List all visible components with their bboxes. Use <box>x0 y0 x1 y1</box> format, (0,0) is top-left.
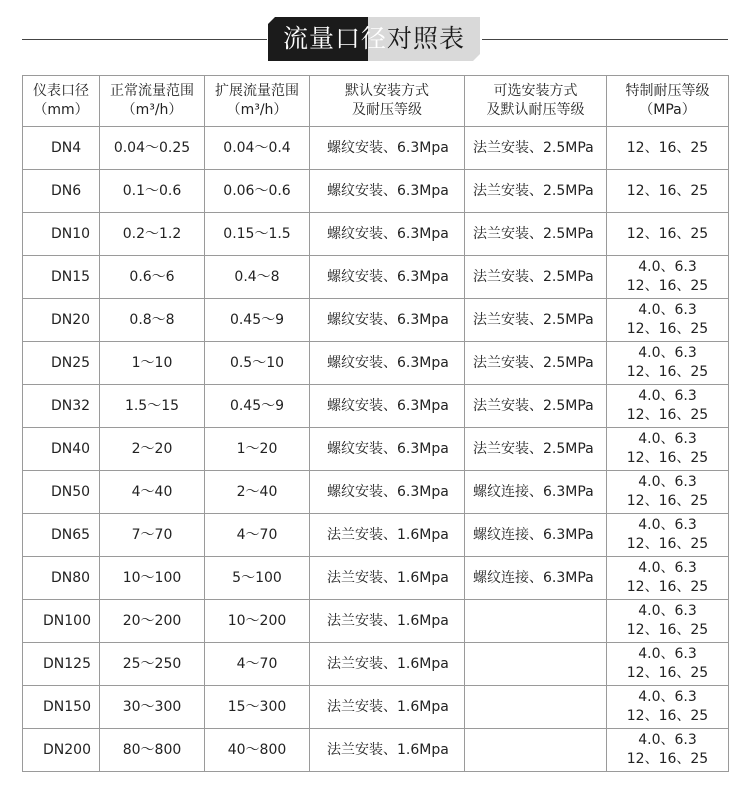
cell-special-pressure <box>607 428 729 471</box>
cell-normal-flow: 1.5～15 <box>100 385 205 428</box>
cell-caliber: DN80 <box>23 557 100 600</box>
cell-extended-flow: 1～20 <box>205 428 310 471</box>
cell-extended-flow: 0.04～0.4 <box>205 127 310 170</box>
table-row <box>23 299 729 342</box>
cell-normal-flow: 2～20 <box>100 428 205 471</box>
special-pressure-line: 12、16、25 <box>626 321 709 337</box>
cell-default-install: 螺纹安装、6.3Mpa <box>310 471 465 514</box>
cell-normal-flow: 0.8～8 <box>100 299 205 342</box>
special-pressure-line: 4.0、6.3 <box>638 345 697 361</box>
cell-caliber: DN125 <box>23 643 100 686</box>
cell-default-install: 法兰安装、1.6Mpa <box>310 557 465 600</box>
cell-normal-flow: 1～10 <box>100 342 205 385</box>
cell-optional-install: 法兰安装、2.5MPa <box>465 428 607 471</box>
cell-extended-flow: 4～70 <box>205 643 310 686</box>
cell-optional-install: 法兰安装、2.5MPa <box>465 127 607 170</box>
title-banner <box>0 0 750 75</box>
cell-caliber: DN6 <box>23 170 100 213</box>
cell-caliber: DN65 <box>23 514 100 557</box>
cell-special-pressure <box>607 557 729 600</box>
cell-default-install: 螺纹安装、6.3Mpa <box>310 299 465 342</box>
special-pressure-line: 4.0、6.3 <box>638 732 697 748</box>
cell-optional-install: 螺纹连接、6.3MPa <box>465 471 607 514</box>
cell-normal-flow: 0.6～6 <box>100 256 205 299</box>
title-rule-right <box>482 39 728 40</box>
header-extended-flow: 扩展流量范围 （m³/h） <box>205 76 310 127</box>
cell-normal-flow: 7～70 <box>100 514 205 557</box>
special-pressure-line: 12、16、25 <box>626 364 709 380</box>
table-row <box>23 127 729 170</box>
cell-extended-flow: 0.15～1.5 <box>205 213 310 256</box>
cell-optional-install <box>465 643 607 686</box>
cell-default-install: 螺纹安装、6.3Mpa <box>310 342 465 385</box>
table-row <box>23 428 729 471</box>
special-pressure-line: 12、16、25 <box>626 579 709 595</box>
table-row <box>23 256 729 299</box>
cell-extended-flow: 40～800 <box>205 729 310 772</box>
cell-extended-flow: 0.5～10 <box>205 342 310 385</box>
cell-optional-install: 螺纹连接、6.3MPa <box>465 514 607 557</box>
table-row <box>23 557 729 600</box>
cell-default-install: 法兰安装、1.6Mpa <box>310 514 465 557</box>
cell-caliber: DN4 <box>23 127 100 170</box>
cell-normal-flow: 80～800 <box>100 729 205 772</box>
cell-caliber: DN15 <box>23 256 100 299</box>
page-title <box>268 17 480 61</box>
cell-optional-install <box>465 729 607 772</box>
cell-extended-flow: 10～200 <box>205 600 310 643</box>
special-pressure-line: 4.0、6.3 <box>638 388 697 404</box>
title-light-text: 对照表 <box>387 24 466 53</box>
special-pressure-line: 12、16、25 <box>626 278 709 294</box>
special-pressure-line: 4.0、6.3 <box>638 431 697 447</box>
cell-special-pressure <box>607 256 729 299</box>
cell-caliber: DN40 <box>23 428 100 471</box>
table-row <box>23 514 729 557</box>
special-pressure-line: 4.0、6.3 <box>638 259 697 275</box>
table-header-row <box>23 76 729 127</box>
cell-extended-flow: 5～100 <box>205 557 310 600</box>
special-pressure-line: 4.0、6.3 <box>638 603 697 619</box>
cell-extended-flow: 0.4～8 <box>205 256 310 299</box>
cell-optional-install: 法兰安装、2.5MPa <box>465 213 607 256</box>
special-pressure-line: 12、16、25 <box>626 225 709 242</box>
special-pressure-line: 4.0、6.3 <box>638 646 697 662</box>
cell-default-install: 法兰安装、1.6Mpa <box>310 686 465 729</box>
cell-optional-install: 螺纹连接、6.3MPa <box>465 557 607 600</box>
cell-default-install: 螺纹安装、6.3Mpa <box>310 385 465 428</box>
cell-special-pressure <box>607 514 729 557</box>
cell-special-pressure <box>607 342 729 385</box>
cell-special-pressure <box>607 170 729 213</box>
special-pressure-line: 12、16、25 <box>626 708 709 724</box>
cell-extended-flow: 2～40 <box>205 471 310 514</box>
cell-optional-install: 法兰安装、2.5MPa <box>465 170 607 213</box>
cell-caliber: DN32 <box>23 385 100 428</box>
cell-caliber: DN200 <box>23 729 100 772</box>
cell-normal-flow: 10～100 <box>100 557 205 600</box>
cell-caliber: DN10 <box>23 213 100 256</box>
table-row <box>23 686 729 729</box>
cell-special-pressure <box>607 600 729 643</box>
cell-caliber: DN20 <box>23 299 100 342</box>
cell-optional-install: 法兰安装、2.5MPa <box>465 299 607 342</box>
table-row <box>23 342 729 385</box>
cell-default-install: 螺纹安装、6.3Mpa <box>310 127 465 170</box>
cell-optional-install: 法兰安装、2.5MPa <box>465 256 607 299</box>
special-pressure-line: 12、16、25 <box>626 665 709 681</box>
cell-special-pressure <box>607 471 729 514</box>
special-pressure-line: 12、16、25 <box>626 450 709 466</box>
table-row <box>23 471 729 514</box>
cell-normal-flow: 0.1～0.6 <box>100 170 205 213</box>
cell-extended-flow: 0.06～0.6 <box>205 170 310 213</box>
cell-special-pressure <box>607 686 729 729</box>
cell-caliber: DN50 <box>23 471 100 514</box>
special-pressure-line: 12、16、25 <box>626 139 709 156</box>
special-pressure-line: 12、16、25 <box>626 622 709 638</box>
cell-special-pressure <box>607 213 729 256</box>
cell-extended-flow: 0.45～9 <box>205 385 310 428</box>
cell-optional-install <box>465 686 607 729</box>
special-pressure-line: 4.0、6.3 <box>638 474 697 490</box>
special-pressure-line: 12、16、25 <box>626 751 709 767</box>
cell-optional-install <box>465 600 607 643</box>
special-pressure-line: 4.0、6.3 <box>638 302 697 318</box>
header-default-install: 默认安装方式 及耐压等级 <box>310 76 465 127</box>
header-special-pressure: 特制耐压等级 （MPa） <box>607 76 729 127</box>
cell-extended-flow: 0.45～9 <box>205 299 310 342</box>
cell-special-pressure <box>607 385 729 428</box>
special-pressure-line: 12、16、25 <box>626 407 709 423</box>
title-dark-text: 流量口径 <box>282 24 387 53</box>
cell-default-install: 法兰安装、1.6Mpa <box>310 600 465 643</box>
cell-special-pressure <box>607 643 729 686</box>
cell-default-install: 螺纹安装、6.3Mpa <box>310 428 465 471</box>
cell-extended-flow: 15～300 <box>205 686 310 729</box>
cell-special-pressure <box>607 729 729 772</box>
table-row <box>23 170 729 213</box>
title-box <box>268 17 480 61</box>
special-pressure-line: 12、16、25 <box>626 536 709 552</box>
cell-optional-install: 法兰安装、2.5MPa <box>465 342 607 385</box>
table-row <box>23 643 729 686</box>
cell-normal-flow: 0.04～0.25 <box>100 127 205 170</box>
special-pressure-line: 12、16、25 <box>626 493 709 509</box>
cell-special-pressure <box>607 127 729 170</box>
table-row <box>23 729 729 772</box>
title-rule-left <box>22 39 267 40</box>
cell-caliber: DN25 <box>23 342 100 385</box>
header-normal-flow: 正常流量范围 （m³/h） <box>100 76 205 127</box>
cell-normal-flow: 4～40 <box>100 471 205 514</box>
flow-caliber-table <box>22 75 729 772</box>
cell-caliber: DN150 <box>23 686 100 729</box>
special-pressure-line: 4.0、6.3 <box>638 689 697 705</box>
cell-special-pressure <box>607 299 729 342</box>
cell-normal-flow: 20～200 <box>100 600 205 643</box>
cell-caliber: DN100 <box>23 600 100 643</box>
cell-default-install: 法兰安装、1.6Mpa <box>310 643 465 686</box>
table-row <box>23 385 729 428</box>
special-pressure-line: 12、16、25 <box>626 182 709 199</box>
cell-normal-flow: 25～250 <box>100 643 205 686</box>
cell-optional-install: 法兰安装、2.5MPa <box>465 385 607 428</box>
special-pressure-line: 4.0、6.3 <box>638 560 697 576</box>
table-row <box>23 213 729 256</box>
cell-normal-flow: 30～300 <box>100 686 205 729</box>
cell-default-install: 螺纹安装、6.3Mpa <box>310 256 465 299</box>
table-row <box>23 600 729 643</box>
cell-default-install: 螺纹安装、6.3Mpa <box>310 170 465 213</box>
header-caliber: 仪表口径 （mm） <box>23 76 100 127</box>
cell-default-install: 法兰安装、1.6Mpa <box>310 729 465 772</box>
cell-default-install: 螺纹安装、6.3Mpa <box>310 213 465 256</box>
cell-extended-flow: 4～70 <box>205 514 310 557</box>
header-optional-install: 可选安装方式 及默认耐压等级 <box>465 76 607 127</box>
special-pressure-line: 4.0、6.3 <box>638 517 697 533</box>
cell-normal-flow: 0.2～1.2 <box>100 213 205 256</box>
